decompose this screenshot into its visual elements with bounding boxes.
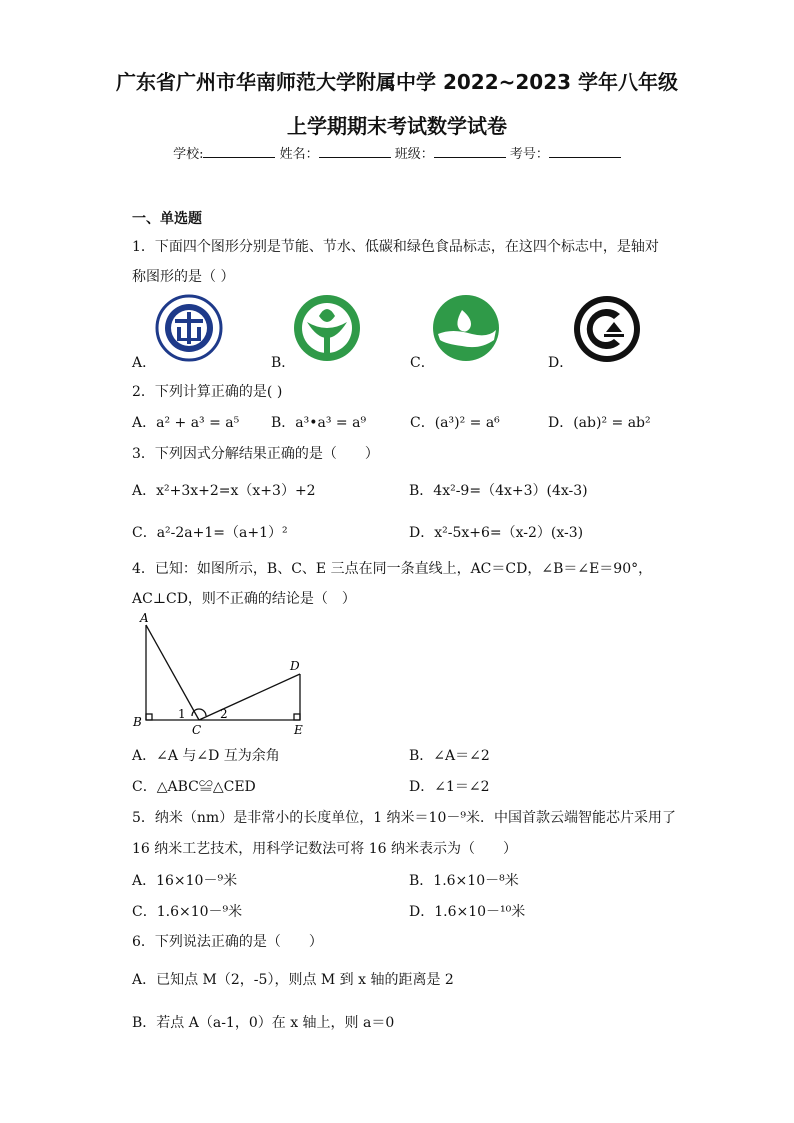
student-info-row — [0, 143, 794, 162]
q1-option-a: A． — [132, 355, 157, 371]
q3-option-a: A．x²+3x+2=x（x+3）+2 — [132, 483, 316, 499]
q3-option-c: C．a²-2a+1=（a+1）² — [132, 525, 288, 541]
label-angle-2: 2 — [220, 707, 228, 721]
q3-option-b: B．4x²-9=（4x+3）(4x-3) — [409, 483, 588, 499]
number-label: 考号： — [509, 147, 549, 162]
q1-option-d: D． — [548, 355, 574, 371]
class-blank — [434, 145, 506, 158]
q4-option-a: A．∠A 与∠D 互为余角 — [132, 748, 280, 764]
label-e: E — [294, 723, 303, 737]
q6-option-a: A．已知点 M（2，-5），则点 M 到 x 轴的距离是 2 — [132, 972, 454, 988]
name-blank — [319, 145, 391, 158]
q1-option-b: B． — [271, 355, 296, 371]
q4-stem-line2: AC⊥CD，则不正确的结论是（ ） — [132, 591, 356, 607]
q4-stem-line1: 4．已知：如图所示，B、C、E 三点在同一条直线上，AC＝CD，∠B＝∠E＝90°， — [132, 561, 653, 577]
q1-option-c: C． — [410, 355, 435, 371]
q3-stem: 3．下列因式分解结果正确的是（ ） — [132, 446, 379, 462]
q5-stem-line1: 5．纳米（nm）是非常小的长度单位，1 纳米＝10－⁹米．中国首款云端智能芯片采用了 — [132, 810, 676, 826]
q3-option-d: D．x²-5x+6=（x-2）(x-3) — [409, 525, 584, 541]
label-c: C — [192, 723, 202, 737]
q2-option-d: D．(ab)² = ab² — [548, 415, 651, 431]
page-title-line1: 广东省广州市华南师范大学附属中学 2022~2023 学年八年级 — [115, 70, 678, 94]
class-label: 班级： — [394, 147, 434, 162]
q1-stem-line1: 1．下面四个图形分别是节能、节水、低碳和绿色食品标志，在这四个标志中，是轴对 — [132, 239, 659, 255]
q5-option-d: D．1.6×10－¹⁰米 — [409, 904, 526, 920]
label-d: D — [290, 659, 300, 673]
label-b: B — [133, 715, 142, 729]
q4-option-c: C．△ABC≌△CED — [132, 779, 256, 795]
low-carbon-logo-icon — [432, 294, 500, 362]
energy-saving-logo-icon — [155, 294, 223, 362]
q6-option-b: B．若点 A（a-1，0）在 x 轴上，则 a＝0 — [132, 1015, 395, 1031]
q4-option-b: B．∠A＝∠2 — [409, 748, 490, 764]
q2-stem: 2．下列计算正确的是( ) — [132, 384, 283, 400]
q5-stem-line2: 16 纳米工艺技术，用科学记数法可将 16 纳米表示为（ ） — [132, 841, 517, 857]
school-label: 学校: — [173, 147, 204, 162]
label-a: A — [140, 612, 149, 625]
q5-option-a: A．16×10－⁹米 — [132, 873, 238, 889]
name-label: 姓名： — [279, 147, 319, 162]
green-food-logo-icon — [572, 294, 642, 364]
q2-option-b: B．a³•a³ = a⁹ — [271, 415, 367, 431]
q4-option-d: D．∠1＝∠2 — [409, 779, 490, 795]
q1-stem-line2: 称图形的是（ ） — [132, 269, 235, 285]
q2-option-a: A．a² + a³ = a⁵ — [132, 415, 240, 431]
q6-stem: 6．下列说法正确的是（ ） — [132, 934, 323, 950]
q2-option-c: C．(a³)² = a⁶ — [410, 415, 500, 431]
page-title-line2: 上学期期末考试数学试卷 — [287, 114, 507, 138]
water-saving-logo-icon — [293, 294, 361, 362]
q5-option-c: C．1.6×10－⁹米 — [132, 904, 243, 920]
q5-option-b: B．1.6×10－⁸米 — [409, 873, 519, 889]
label-angle-1: 1 — [178, 707, 186, 721]
school-blank — [203, 145, 275, 158]
number-blank — [549, 145, 621, 158]
section-heading: 一、单选题 — [132, 211, 202, 227]
triangle-figure — [132, 612, 322, 742]
